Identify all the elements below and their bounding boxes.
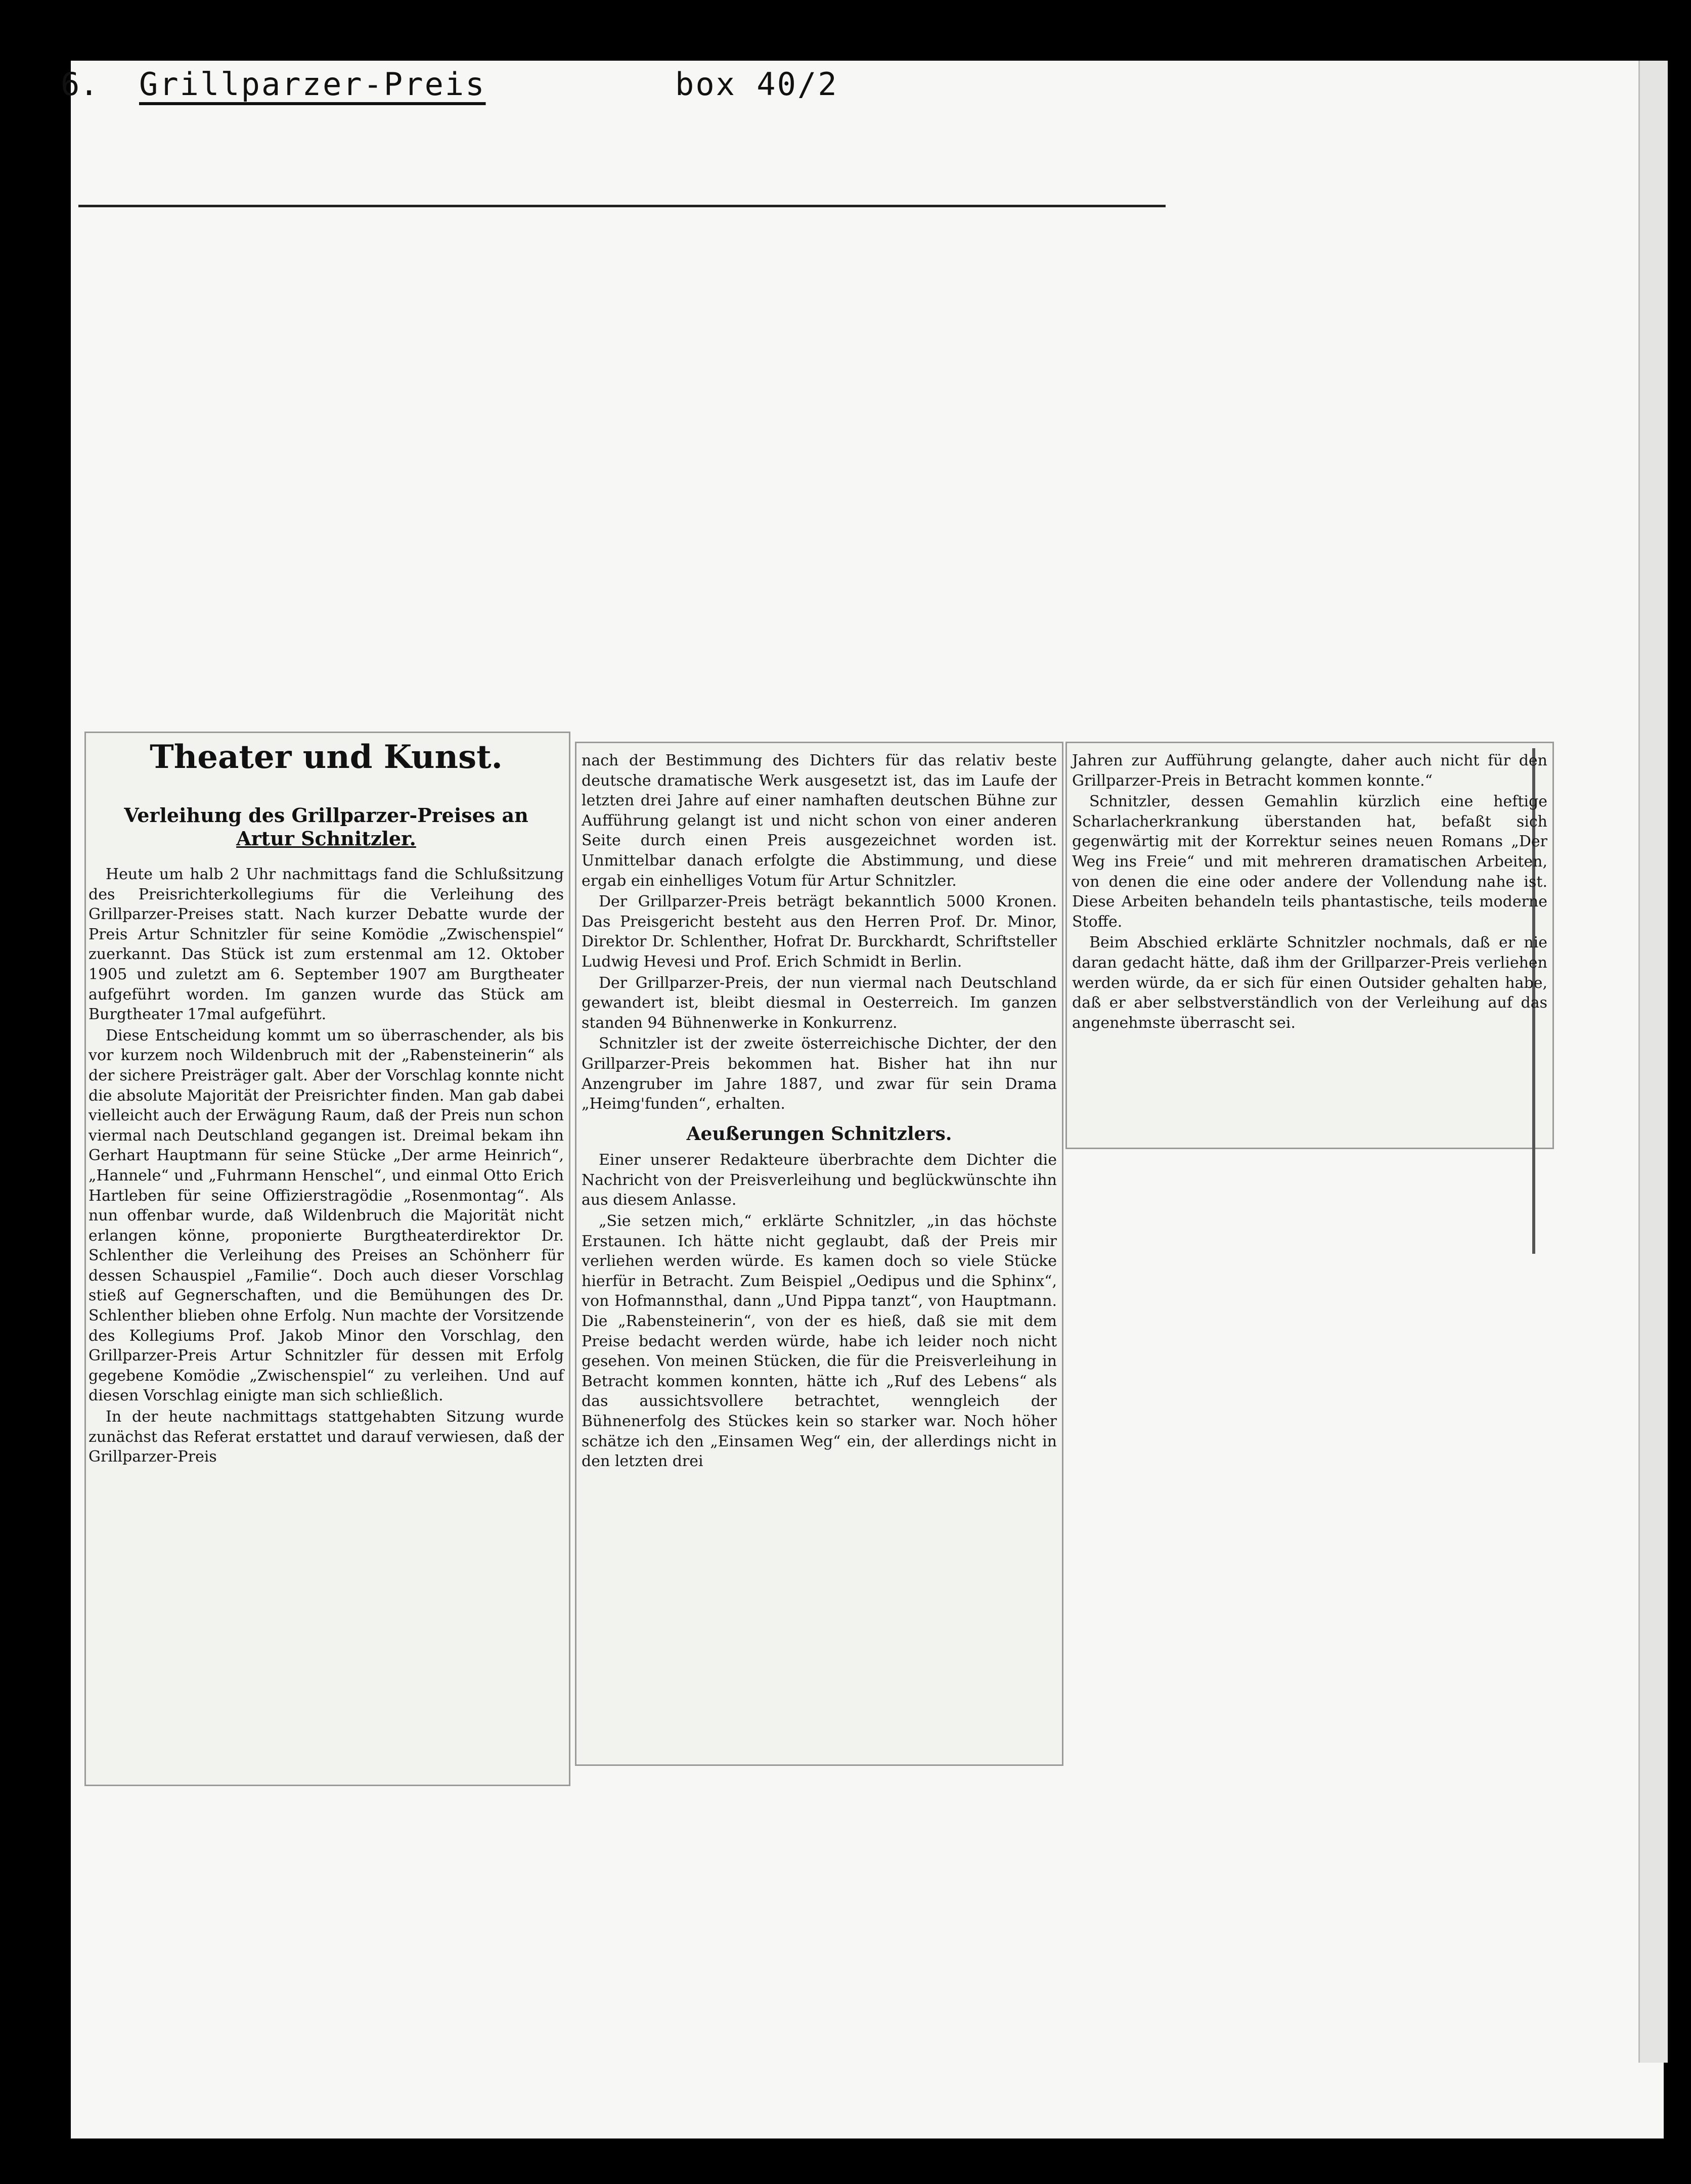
paragraph: Schnitzler, dessen Gemahlin kürzlich eine heftige Scharlacherkrankung überstanden hat, befaßt sich gegenwärtig mit der Korrektur seines neuen Romans „Der Weg ins Freie“ und mit mehreren dramatischen Arbeiten, von denen die eine oder andere der Vollendung nahe ist. Diese Arbeiten behandeln teils phantastische, teils moderne Stoffe. [1072, 793, 1547, 931]
header-rule [78, 205, 1166, 207]
article-column-1 [88, 864, 564, 1467]
paragraph: Beim Abschied erklärte Schnitzler nochmals, daß er nie daran gedacht hätte, daß ihm der Grillparzer-Preis verliehen werden würde, da er sich für einen Outsider gehalten habe, daß er aber selbstverständlich von der Verleihung auf das angenehmste überrascht sei. [1072, 934, 1547, 1032]
box-label: box 40/2 [675, 66, 838, 103]
paragraph: Heute um halb 2 Uhr nachmittags fand die Schlußsitzung des Preisrichterkollegiums für die Verleihung des Grillparzer-Preises statt. Nach kurzer Debatte wurde der Preis Artur Schnitzler für seine Komödie „Zwischenspiel“ zuerkannt. Das Stück ist zum erstenmal am 12. Oktober 1905 und zuletzt am 6. September 1907 am Burgtheater aufgeführt worden. Im ganzen wurde das Stück am Burgtheater 17mal aufgeführt. [88, 866, 564, 1024]
paragraph: Jahren zur Aufführung gelangte, daher auch nicht für den Grillparzer-Preis in Betracht kommen konnte.“ [1072, 752, 1547, 790]
section-title: Theater und Kunst. [150, 738, 503, 776]
folder-number: 6. [61, 66, 99, 103]
paragraph: Diese Entscheidung kommt um so überraschender, als bis vor kurzem noch Wildenbruch mit der „Rabensteinerin“ als der sichere Preisträger galt. Aber der Vorschlag konnte nicht die absolute Majorität der Preisrichter finden. Man gab dabei vielleicht auch der Erwägung Raum, daß der Preis nun schon viermal nach Deutschland gegangen ist. Dreimal bekam ihn Gerhart Hauptmann für seine Stücke „Der arme Heinrich“, „Hannele“ und „Fuhrmann Henschel“, und einmal Otto Erich Hartleben für seine Offizierstragödie „Rosenmontag“. Als nun offenbar wurde, daß Wildenbruch die Majorität nicht erlangen könne, proponierte Burgtheaterdirektor Dr. Schlenther die Verleihung des Preises an Schönherr für dessen Schauspiel „Familie“. Doch auch dieser Vorschlag stieß auf Gegnerschaften, und die Bemühungen des Dr. Schlenther blieben ohne Erfolg. Nun machte der Vorsitzende des Kollegiums Prof. Jakob Minor den Vorschlag, den Grillparzer-Preis Artur Schnitzler für dessen mit Erfolg gegebene Komödie „Zwischenspiel“ zu verleihen. Und auf diesen Vorschlag einigte man sich schließlich. [88, 1026, 564, 1405]
paragraph: In der heute nachmittags stattgehabten Sitzung wurde zunächst das Referat erstattet und darauf verwiesen, daß der Grillparzer-Preis [88, 1408, 564, 1466]
subheading: Aeußerungen Schnitzlers. [686, 1123, 952, 1145]
paragraph: „Sie setzen mich,“ erklärte Schnitzler, „in das höchste Erstaunen. Ich hätte nicht geglaubt, daß der Preis mir verliehen werden würde. Es kamen doch so viele Stücke hierfür in Betracht. Zum Beispiel „Oedipus und die Sphinx“, von Hofmannsthal, dann „Und Pippa tanzt“, von Hauptmann. Die „Rabensteinerin“, von der es hieß, daß sie mit dem Preise bedacht werden würde, habe ich leider noch nicht gesehen. Von meinen Stücken, die für die Preisverleihung in Betracht kommen konnten, hätte ich „Ruf des Lebens“ als das aussichtsvollere betrachtet, wenngleich der Bühnenerfolg des Stückes kein so starker war. Noch höher schätze ich den „Einsamen Weg“ ein, der allerdings nicht in den letzten drei [582, 1212, 1057, 1471]
headline-line-2: Artur Schnitzler. [236, 827, 416, 850]
article-column-3 [1072, 751, 1547, 1033]
paragraph: Der Grillparzer-Preis beträgt bekanntlich 5000 Kronen. Das Preisgericht besteht aus den Herren Prof. Dr. Minor, Direktor Dr. Schlenther, Hofrat Dr. Burckhardt, Schriftsteller Ludwig Hevesi und Prof. Erich Schmidt in Berlin. [582, 893, 1057, 971]
paragraph: Schnitzler ist der zweite österreichische Dichter, der den Grillparzer-Preis bekommen hat. Bisher hat ihn nur Anzengruber im Jahre 1887, und zwar für sein Drama „Heimg'funden“, erhalten. [582, 1035, 1057, 1113]
page-edge [1638, 61, 1668, 2063]
paragraph: Der Grillparzer-Preis, der nun viermal nach Deutschland gewandert ist, bleibt diesmal in Oesterreich. Im ganzen standen 94 Bühnenwerke in Konkurrenz. [582, 974, 1057, 1032]
headline-line-1: Verleihung des Grillparzer-Preises an [124, 804, 528, 827]
article-column-2 [582, 751, 1057, 1472]
paragraph: nach der Bestimmung des Dichters für das relativ beste deutsche dramatische Werk ausgesetzt ist, das im Laufe der letzten drei Jahre auf einer namhaften deutschen Bühne zur Aufführung gelangt ist und nicht schon von einer anderen Seite durch einen Preis ausgezeichnet worden ist. Unmittelbar danach erfolgte die Abstimmung, und diese ergab ein einhelliges Votum für Artur Schnitzler. [582, 752, 1057, 890]
folder-title: Grillparzer-Preis [139, 66, 486, 103]
paragraph: Einer unserer Redakteure überbrachte dem Dichter die Nachricht von der Preisverleihung und beglückwünschte ihn aus diesem Anlasse. [582, 1151, 1057, 1209]
article-headline [104, 804, 549, 850]
